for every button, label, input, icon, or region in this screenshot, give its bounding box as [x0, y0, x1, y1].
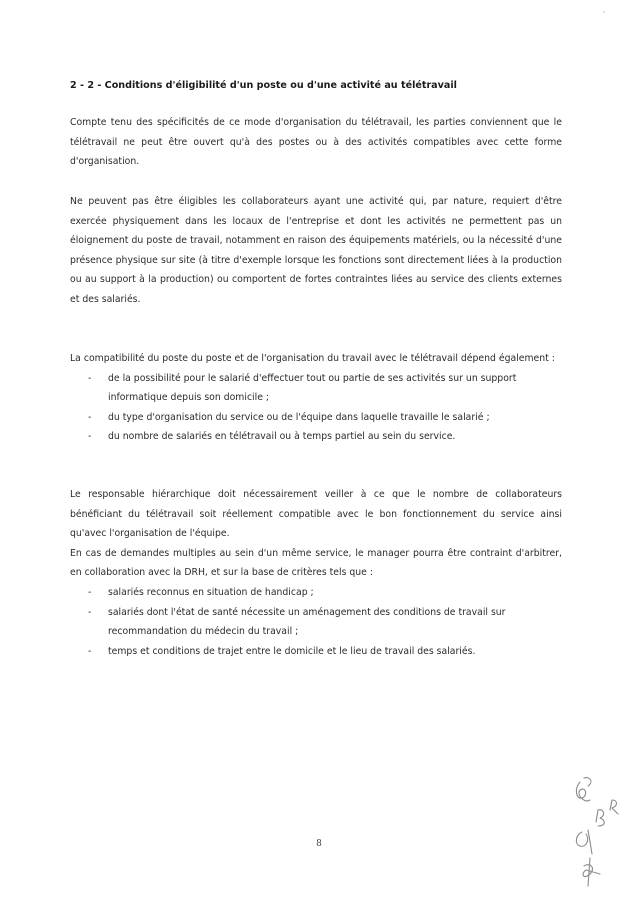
paragraph-manager	[70, 485, 562, 661]
list-item: - de la possibilité pour le salarié d'effectuer tout ou partie de ses activités sur un support informatique depuis son domicile ;	[70, 369, 562, 408]
scan-speck	[600, 8, 608, 16]
section-heading: 2 - 2 - Conditions d'éligibilité d'un poste ou d'une activité au télétravail	[70, 80, 457, 91]
list-item: - du nombre de salariés en télétravail ou à temps partiel au sein du service.	[70, 427, 562, 447]
criteria-list	[70, 583, 562, 661]
handwritten-initials-signature	[560, 770, 630, 890]
compatibility-list	[70, 369, 562, 447]
list-item: - temps et conditions de trajet entre le domicile et le lieu de travail des salariés.	[70, 642, 562, 662]
page-number: 8	[316, 839, 322, 849]
list-item: - du type d'organisation du service ou de l'équipe dans laquelle travaille le salarié ;	[70, 408, 562, 428]
manager-text: Le responsable hiérarchique doit nécessairement veiller à ce que le nombre de collaborateurs bénéficiant du télétravail soit réellement compatible avec le bon fonctionnement du service ainsi qu'avec l'organisation de l'équipe.	[70, 489, 562, 540]
compatibility-intro: La compatibilité du poste du poste et de l'organisation du travail avec le télétravail dépend également :	[70, 353, 555, 364]
list-item: - salariés reconnus en situation de handicap ;	[70, 583, 562, 603]
paragraph-ineligible: Ne peuvent pas être éligibles les collaborateurs ayant une activité qui, par nature, requiert d'être exercée physiquement dans les locaux de l'entreprise et dont les activités ne permettent pas un éloignement du poste de travail, notamment en raison des équipements matériels, ou la nécessité d'une présence physique sur site (à titre d'exemple lorsque les fonctions sont directement liées à la production ou au support à la production) ou comportent de fortes contraintes liées au service des clients externes et des salariés.	[70, 196, 562, 305]
arbitration-text: En cas de demandes multiples au sein d'un même service, le manager pourra être contraint d'arbitrer, en collaboration avec la DRH, et sur la base de critères tels que :	[70, 547, 562, 579]
list-item: - salariés dont l'état de santé nécessite un aménagement des conditions de travail sur recommandation du médecin du travail ;	[70, 603, 562, 642]
paragraph-compatibility	[70, 349, 562, 447]
paragraph-scope: Compte tenu des spécificités de ce mode d'organisation du télétravail, les parties conviennent que le télétravail ne peut être ouvert qu'à des postes ou à des activités compatibles avec cette forme d'organisation.	[70, 117, 562, 168]
